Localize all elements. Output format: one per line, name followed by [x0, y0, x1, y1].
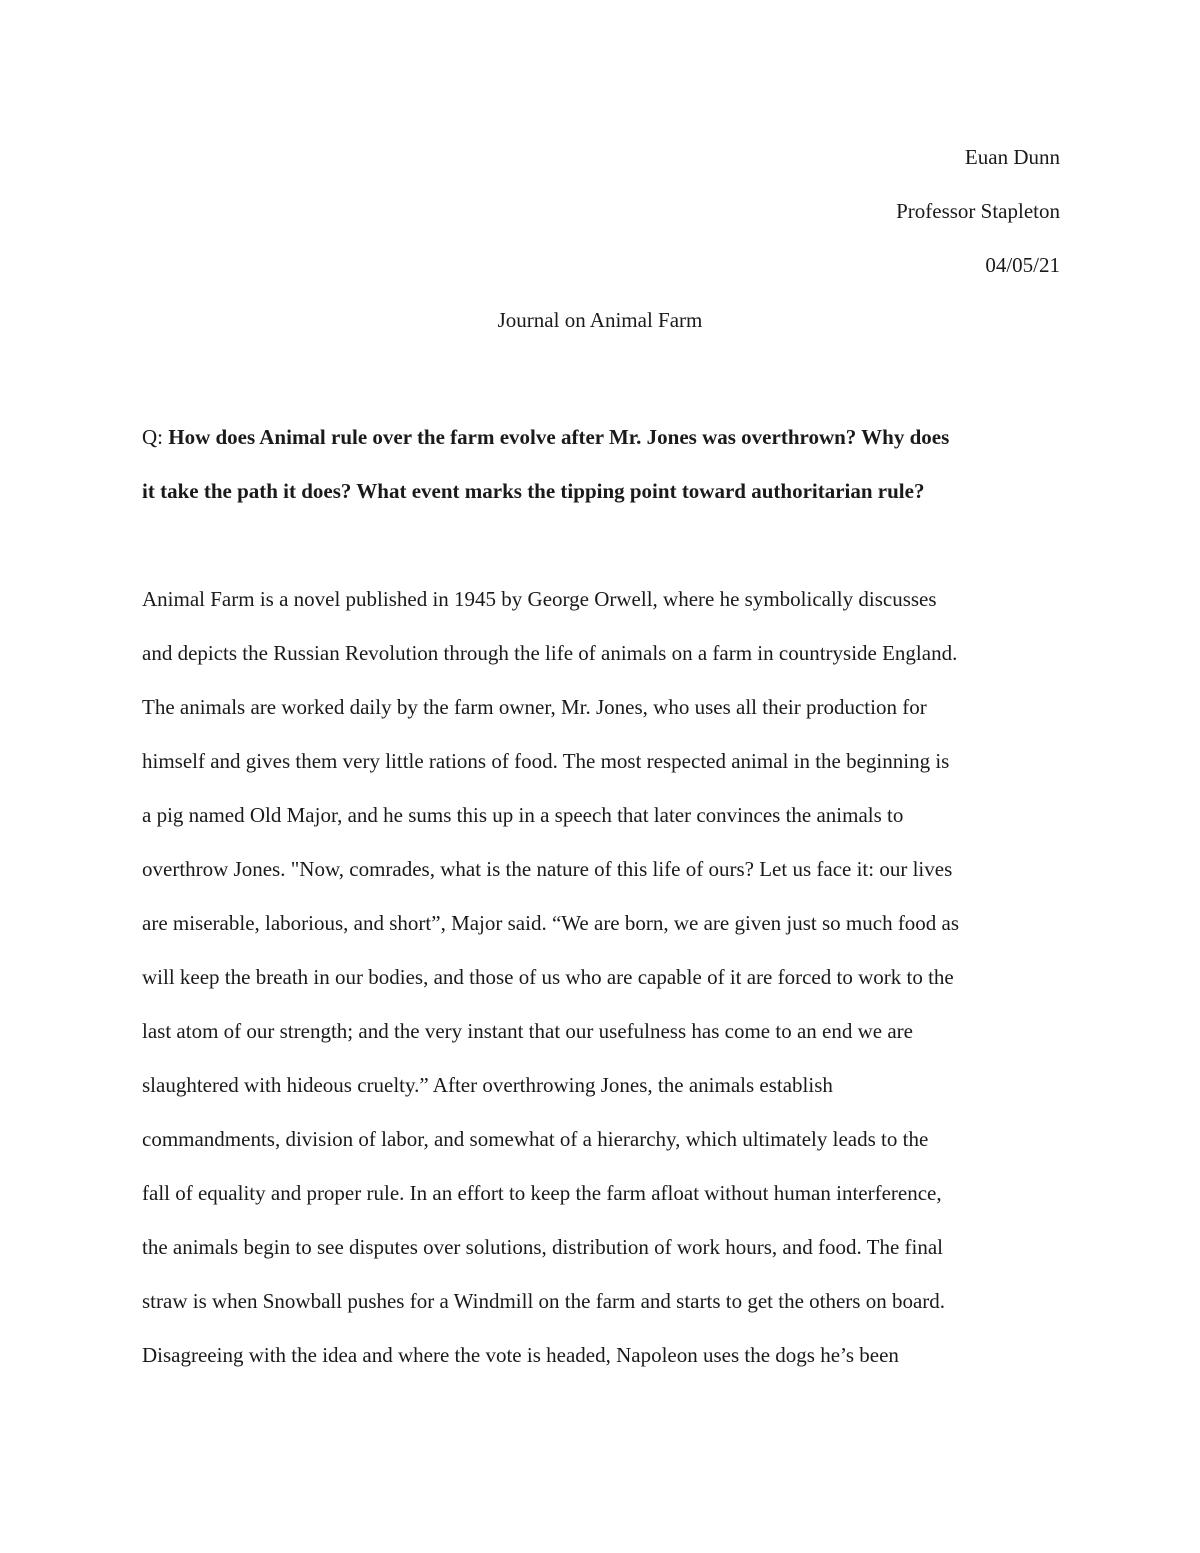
question-line: it take the path it does? What event marks the tipping point toward authoritarian rule?	[142, 479, 925, 503]
body-line: last atom of our strength; and the very instant that our usefulness has come to an end we are	[142, 1019, 913, 1043]
professor-name: Professor Stapleton	[896, 199, 1060, 223]
body-line: are miserable, laborious, and short”, Major said. “We are born, we are given just so much food as	[142, 911, 960, 935]
body-line: commandments, division of labor, and somewhat of a hierarchy, which ultimately leads to the	[142, 1127, 929, 1151]
body-line: The animals are worked daily by the farm owner, Mr. Jones, who uses all their production for	[142, 695, 927, 719]
question-text: How does Animal rule over the farm evolve after Mr. Jones was overthrown? Why does	[168, 425, 950, 449]
author-name: Euan Dunn	[964, 145, 1060, 169]
body-line: overthrow Jones. "Now, comrades, what is the nature of this life of ours? Let us face it: our lives	[142, 857, 953, 881]
body-line: straw is when Snowball pushes for a Windmill on the farm and starts to get the others on board.	[142, 1289, 946, 1313]
body-line: Animal Farm is a novel published in 1945 by George Orwell, where he symbolically discusses	[142, 587, 937, 611]
body-line: and depicts the Russian Revolution through the life of animals on a farm in countryside England.	[142, 641, 958, 665]
body-line: himself and gives them very little rations of food. The most respected animal in the beginning is	[142, 749, 950, 773]
document-date: 04/05/21	[985, 253, 1060, 277]
document-title: Journal on Animal Farm	[497, 308, 703, 332]
body-paragraph	[142, 572, 1062, 1382]
body-line: a pig named Old Major, and he sums this up in a speech that later convinces the animals to	[142, 803, 904, 827]
body-line: Disagreeing with the idea and where the vote is headed, Napoleon uses the dogs he’s been	[142, 1343, 899, 1367]
question-block	[142, 410, 1062, 518]
question-prefix: Q:	[142, 425, 169, 449]
question-line	[142, 410, 1062, 464]
body-line: the animals begin to see disputes over solutions, distribution of work hours, and food. The final	[142, 1235, 943, 1259]
body-line: will keep the breath in our bodies, and those of us who are capable of it are forced to work to the	[142, 965, 954, 989]
body-line: fall of equality and proper rule. In an effort to keep the farm afloat without human interference,	[142, 1181, 942, 1205]
body-line: slaughtered with hideous cruelty.” After overthrowing Jones, the animals establish	[142, 1073, 833, 1097]
